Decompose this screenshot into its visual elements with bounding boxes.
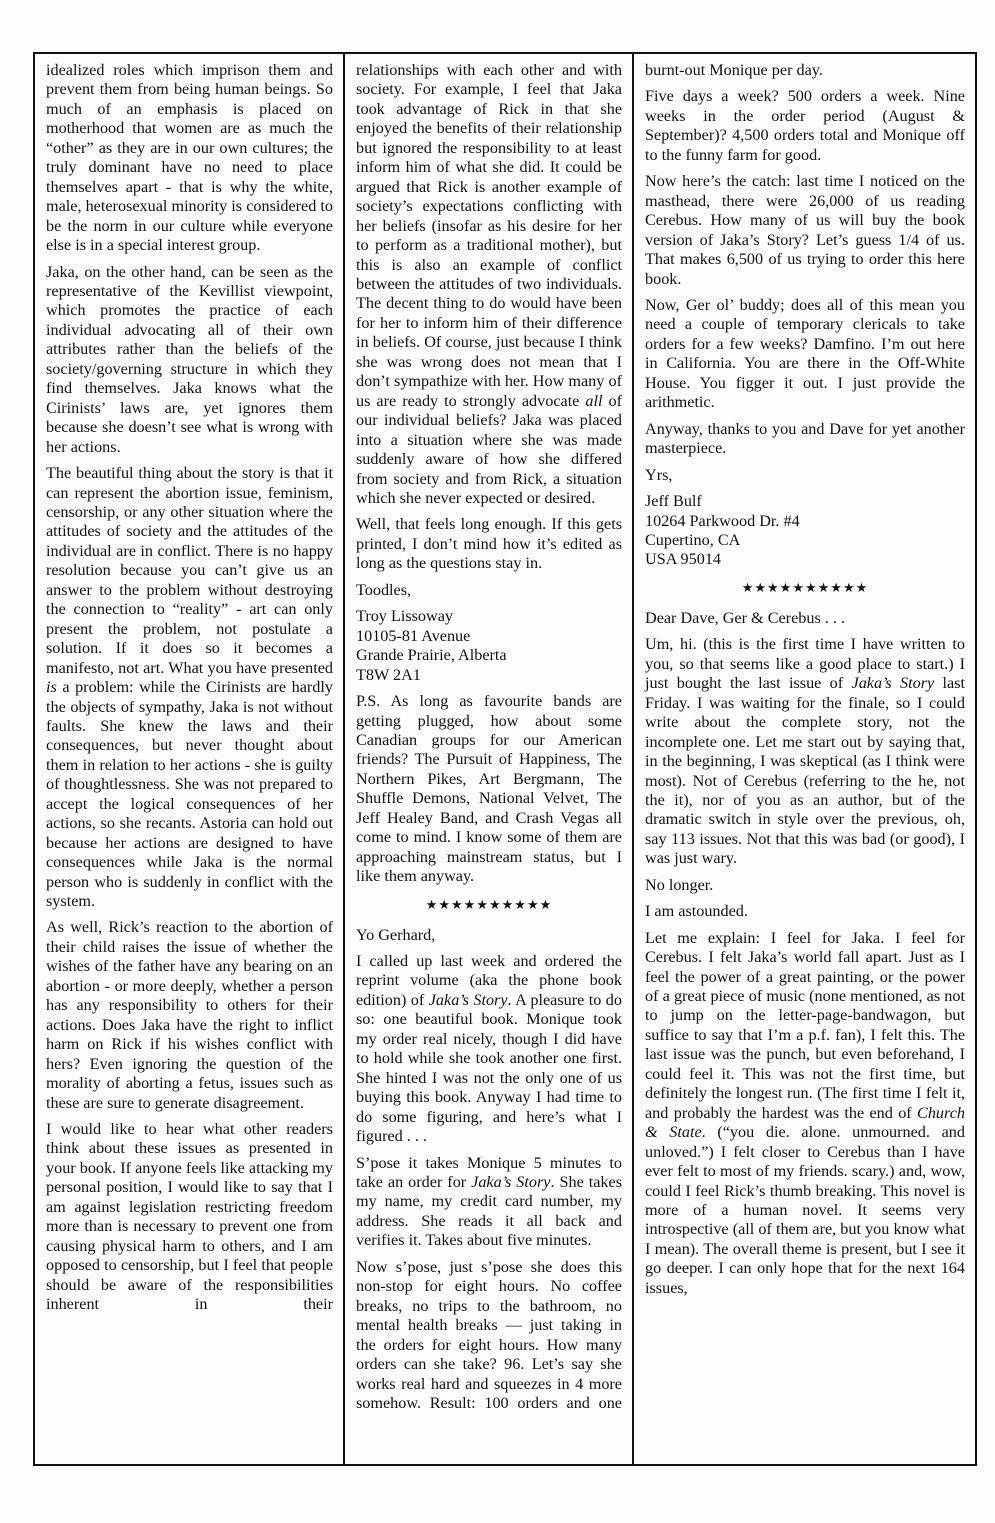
- paragraph-text: burnt-out Monique per day.: [645, 61, 823, 79]
- paragraph-text: . She takes my name, my credit card number, my address. She reads it all back and verifies it. Takes about five minutes.: [356, 1173, 622, 1250]
- letter-paragraph: [46, 263, 333, 458]
- letter-paragraph: [356, 1154, 622, 1251]
- address-line: Grande Prairie, Alberta: [356, 646, 507, 665]
- letter-paragraph: [356, 515, 622, 573]
- star-separator: ★★★★★★★★★★: [425, 896, 553, 912]
- letter-paragraph: [645, 61, 965, 80]
- column-1: [35, 54, 343, 1464]
- italic-title-text: Jaka’s Story: [471, 1173, 551, 1192]
- letter-paragraph: [645, 87, 965, 165]
- paragraph-text: Yo Gerhard,: [356, 925, 436, 944]
- paragraph-text: Now here’s the catch: last time I noticed on the masthead, there were 26,000 of us reading Cerebus. How many of us will buy the book version of Jaka’s Story? Let’s guess 1/4 of us. That makes 6,500 of us trying to order this here book.: [645, 172, 965, 288]
- paragraph-text: relationships with each other and with society. For example, I feel that Jaka took advantage of Rick in that she enjoyed the benefits of their relationship but ignored the responsibility to at least inform him of what she did. It could be argued that Rick is another example of society’s expectations conflicting with her beliefs (insofar as his desire for her to perform as a traditional mother), but this is also an example of conflict between the attitudes of two individuals. The decent thing to do would have been for her to inform him of their difference in beliefs. Of course, just because I think she was wrong does not mean that I don’t sympathize with her. How many of us are ready to strongly advocate: [356, 61, 622, 410]
- paragraph-text: S’pose it takes Monique 5 minutes to take an order for: [356, 1153, 622, 1192]
- italic-title-text: is: [46, 678, 57, 697]
- signature-address: [645, 492, 965, 570]
- paragraph-text: Um, hi. (this is the first time I have written to you, so that seems like a good place to start.) I just bought the last issue of: [645, 635, 965, 693]
- letter-paragraph: [645, 902, 965, 921]
- star-separator: ★★★★★★★★★★: [741, 579, 869, 595]
- address-line: Cupertino, CA: [645, 530, 741, 549]
- letter-paragraph: [645, 296, 965, 413]
- paragraph-text: last Friday. I was waiting for the finale, so I could write about the complete story, not the incomplete one. Let me start out by saying that, in the beginning, I was skeptical (as I think were most). Not of Cerebus (referring to the he, not the it), nor of you as an author, but of the dramatic switch in style over the previous, oh, say 113 issues. Not that this was bad (or good), I was just wary.: [645, 674, 966, 868]
- letter-paragraph: [356, 952, 622, 1147]
- letter-paragraph: [645, 420, 965, 459]
- letter-paragraph: [356, 692, 622, 887]
- letter-paragraph: [356, 61, 622, 508]
- letter-paragraph: [356, 1258, 622, 1414]
- paragraph-text: a problem: while the Cirinists are hardly the objects of sympathy, Jaka is not without faults. She knew the laws and their consequences, but never thought about them in relation to her actions - she is guilty of thoughtlessness. She was not prepared to accept the logical consequences of her actions, so she recants. Astoria can hold out because her actions are designed to have consequences while Jaka is the normal person who is suddenly in conflict with the system.: [46, 678, 333, 911]
- paragraph-text: I called up last week and ordered the reprint volume (aka the phone book edition) of: [356, 952, 622, 1009]
- paragraph-text: Toodles,: [356, 580, 412, 599]
- paragraph-text: No longer.: [645, 875, 714, 894]
- paragraph-text: I would like to hear what other readers think about these issues as presented in your book. If anyone feels like attacking my personal position, I would like to say that I am against legislation restricting freedom more than is necessary to prevent one from causing physical harm to others, and I am opposed to censorship, but I feel that people should be aware of the responsibilities inherent in their: [46, 1120, 333, 1314]
- italic-title-text: all: [585, 391, 603, 410]
- letter-paragraph: [645, 635, 965, 868]
- signature-name: Jeff Bulf: [645, 492, 702, 511]
- address-line: USA 95014: [645, 550, 722, 569]
- paragraph-text: I am astounded.: [645, 902, 748, 921]
- paragraph-text: As well, Rick’s reaction to the abortion of their child raises the issue of whether the wishes of the father have any bearing on an abortion - or more deeply, whether a person has any responsibility to others for their actions. Does Jaka have the right to inflict harm on Rick if his wishes conflict with hers? Even ignoring the question of the morality of aborting a fetus, issues such as these are sure to generate disagreement.: [46, 918, 333, 1112]
- letter-paragraph: [46, 918, 333, 1113]
- column-2: [343, 54, 632, 1464]
- paragraph-text: idealized roles which imprison them and prevent them from being human beings. So much of an emphasis is placed on motherhood that women are as much the “other” as they are in our own cultures; the truly dominant have no need to place themselves apart - that is why the white, male, heterosexual minority is considered to be the norm in our culture while everyone else is in a special interest group.: [46, 61, 333, 255]
- letter-paragraph: [46, 464, 333, 911]
- letter-paragraph: [645, 929, 965, 1299]
- address-line: 10264 Parkwood Dr. #4: [645, 511, 800, 530]
- address-line: 10105-81 Avenue: [356, 626, 471, 645]
- letter-paragraph: [645, 172, 965, 289]
- italic-title-text: Church & State: [645, 1103, 965, 1142]
- paragraph-text: Yrs,: [645, 465, 673, 484]
- paragraph-text: P.S. As long as favourite bands are getting plugged, how about some Canadian groups for our American friends? The Pursuit of Happiness, The Northern Pikes, Art Bergmann, The Shuffle Demons, National Velvet, The Jeff Healey Band, and Crash Vegas all come to mind. I know some of them are approaching mainstream status, but I like them anyway.: [356, 692, 622, 886]
- paragraph-text: Dear Dave, Ger & Cerebus . . .: [645, 608, 846, 627]
- address-line: T8W 2A1: [356, 665, 421, 684]
- paragraph-text: . (“you die. alone. unmourned. and unloved.”) I felt closer to Cerebus than I have ever felt to most of my friends. scary.) and, wow, could I feel Rick’s thumb breaking. This novel is more of a human novel. It seems very introspective (all of them are, but you know what I mean). The overall theme is present, but I see it go deeper. I can only hope that for the next 164 issues,: [645, 1123, 965, 1297]
- paragraph-text: Well, that feels long enough. If this gets printed, I don’t mind how it’s edited as long as the questions stay in.: [356, 515, 622, 573]
- paragraph-text: Five days a week? 500 orders a week. Nine weeks in the order period (August & September)? 4,500 orders total and Monique off to the funny farm for good.: [645, 87, 965, 164]
- italic-title-text: Jaka’s Story: [428, 990, 508, 1009]
- paragraph-text: Now s’pose, just s’pose she does this non-stop for eight hours. No coffee breaks, no trips to the bathroom, no mental health breaks — just taking in the orders for eight hours. How many orders can she take? 96. Let’s say she works real hard and squeezes in 4 more somehow. Result: 100 orders and one: [356, 1257, 622, 1412]
- letter-paragraph: [46, 1120, 333, 1315]
- paragraph-text: of our individual beliefs? Jaka was placed into a situation where she was made suddenly aware of how she differed from society and from Rick, a situation which she never expected or desired.: [356, 391, 622, 507]
- letter-paragraph: [46, 61, 333, 256]
- signature-address: [356, 607, 622, 685]
- letter-paragraph: [645, 609, 965, 628]
- letters-page-frame: [33, 52, 977, 1466]
- paragraph-text: The beautiful thing about the story is that it can represent the abortion issue, feminism, censorship, or any other situation where the attitudes of society and the attitudes of the individual are in conflict. There is no happy resolution because you can’t give us an answer to the problem without destroying the connection to “reality” - art can only present the problem, not postulate a solution. If it does so it becomes a manifesto, not art. What you have presented: [46, 464, 333, 677]
- italic-title-text: Jaka’s Story: [851, 674, 935, 693]
- column-3: [632, 54, 975, 1464]
- paragraph-text: Jaka, on the other hand, can be seen as the representative of the Kevillist viewpoint, which promotes the practice of each individual advocating all of their own attributes rather than the beliefs of the society/governing structure in which they find themselves. Jaka knows what the Cirinists’ laws are, yet ignores them because she doesn’t see what is wrong with her actions.: [46, 262, 333, 456]
- paragraph-text: Now, Ger ol’ buddy; does all of this mean you need a couple of temporary clericals to take orders for a few weeks? Damfino. I’m out here in California. You are there in the Off-White House. You figger it out. I just provide the arithmetic.: [645, 295, 965, 412]
- letter-paragraph: [356, 926, 622, 945]
- paragraph-text: . A pleasure to do so: one beautiful book. Monique took my order real nicely, though I did have to hold while she took another one first. She hinted I was not the only one of us buying this book. Anyway I had time to do some figuring, and here’s what I figured . . .: [356, 990, 622, 1146]
- letter-paragraph: [356, 581, 622, 600]
- letter-paragraph: [645, 876, 965, 895]
- paragraph-text: Anyway, thanks to you and Dave for yet another masterpiece.: [645, 419, 965, 458]
- letter-paragraph: [645, 466, 965, 485]
- signature-name: Troy Lissoway: [356, 607, 453, 626]
- paragraph-text: Let me explain: I feel for Jaka. I feel for Cerebus. I felt Jaka’s world fall apart. Just as I feel the power of a great painting, or the power of a great piece of music (none mentioned, as not to jump on the letter-page-bandwagon, but suffice to say that I’m a p.f. fan), I felt this. The last issue was the punch, but even beforehand, I could feel it. This was not the first time, but definitely the longest run. (The first time I felt it, and probably the hardest was the end of: [645, 928, 965, 1122]
